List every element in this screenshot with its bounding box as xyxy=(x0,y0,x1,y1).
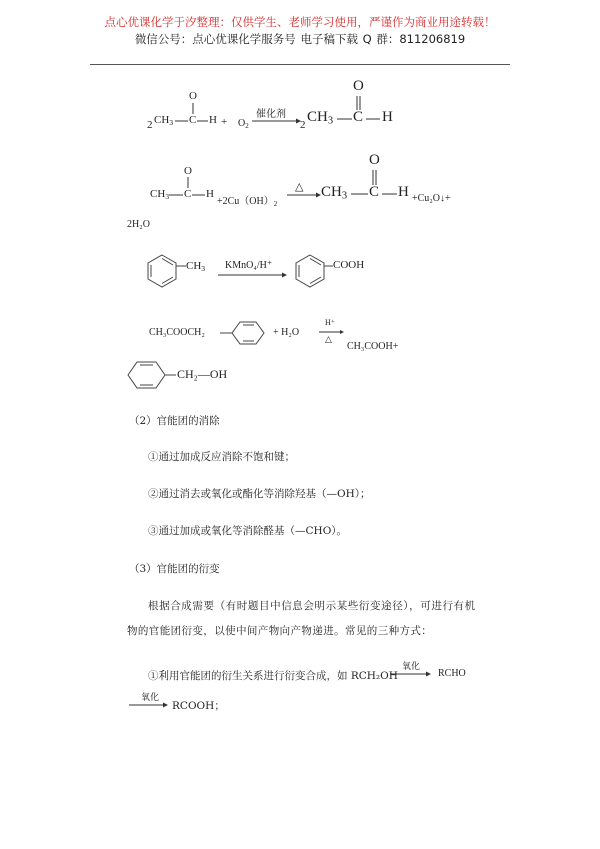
arrow-label-oxidation: 氧化 xyxy=(402,662,421,672)
heat-condition: △ xyxy=(295,181,304,193)
arrow-oxidation-2 xyxy=(0,0,1,1)
methyl: CH xyxy=(186,260,202,272)
product-hydrogen: H xyxy=(398,184,409,200)
product-acetic-acid: CH₃COOH+ xyxy=(347,341,399,352)
list-item: ②通过消去或氧化或酯化等消除羟基（—OH）； xyxy=(148,488,371,500)
list-item-text: ①利用官能团的衍生关系进行衍变合成，如 RCH₂OH xyxy=(148,670,398,682)
list-item: ③通过加成或氧化等消除醛基（—CHO）。 xyxy=(148,525,348,537)
product-ch3: CH xyxy=(321,184,342,200)
product-oxygen: O xyxy=(369,152,380,168)
coef-right: 2 xyxy=(300,119,306,131)
carbon: C xyxy=(184,188,192,200)
plus: + xyxy=(221,116,228,128)
arrow-label-oxidation: 氧化 xyxy=(141,693,160,703)
hydrogen: H xyxy=(206,188,214,200)
product-ch3: CH xyxy=(307,109,328,125)
hydrogen: H xyxy=(209,114,217,126)
water: 2H₂O xyxy=(127,219,150,230)
oxygen-top: O xyxy=(184,165,192,177)
reagent-cuoh2: +2Cu（OH） xyxy=(217,196,274,207)
product-carbon: C xyxy=(369,184,380,200)
section-heading: （2）官能团的消除 xyxy=(129,415,220,427)
header-divider xyxy=(90,64,510,65)
ester: CH₃COOCH₂ xyxy=(149,327,205,338)
byproduct-cu2o: +Cu₂O↓+ xyxy=(412,193,451,204)
intermediate-aldehyde: RCHO xyxy=(438,668,466,679)
section-heading: （3）官能团的衍变 xyxy=(129,563,220,575)
product-carboxylic-acid: RCOOH； xyxy=(172,700,225,712)
product-oxygen: O xyxy=(353,78,364,94)
acid-condition: H⁺ xyxy=(325,318,335,327)
o2: O xyxy=(238,118,246,129)
coef-left: 2 xyxy=(147,119,153,131)
paragraph-line: 根据合成需要（有时题目中信息会明示某些衍变途径），可进行有机 xyxy=(148,600,476,612)
heat-condition: △ xyxy=(325,334,332,344)
header-contact: 微信公号：点心优课化学服务号 电子稿下载 Q 群：811206819 xyxy=(134,32,466,46)
carboxyl-group: COOH xyxy=(333,259,365,271)
ch3-left: CH xyxy=(154,114,170,126)
paragraph-line: 物的官能团衍变，以使中间产物向产物递进。常见的三种方式： xyxy=(127,625,433,637)
list-item: ①通过加成反应消除不饱和键； xyxy=(148,451,295,463)
catalyst-label: 催化剂 xyxy=(256,109,286,120)
product-benzyl-alcohol-group: CH₂—OH xyxy=(177,367,228,381)
product-hydrogen: H xyxy=(382,109,393,125)
header-notice: 点心优课化学于汐整理：仅供学生、老师学习使用，严谨作为商业用途转载！ xyxy=(104,15,496,29)
plus-water: + H₂O xyxy=(273,327,300,338)
carbon: C xyxy=(189,114,197,126)
kmno4-condition: KMnO₄/H⁺ xyxy=(225,260,273,271)
product-carbon: C xyxy=(353,109,364,125)
ch3-left: CH xyxy=(150,188,166,200)
oxygen-top: O xyxy=(189,90,197,102)
